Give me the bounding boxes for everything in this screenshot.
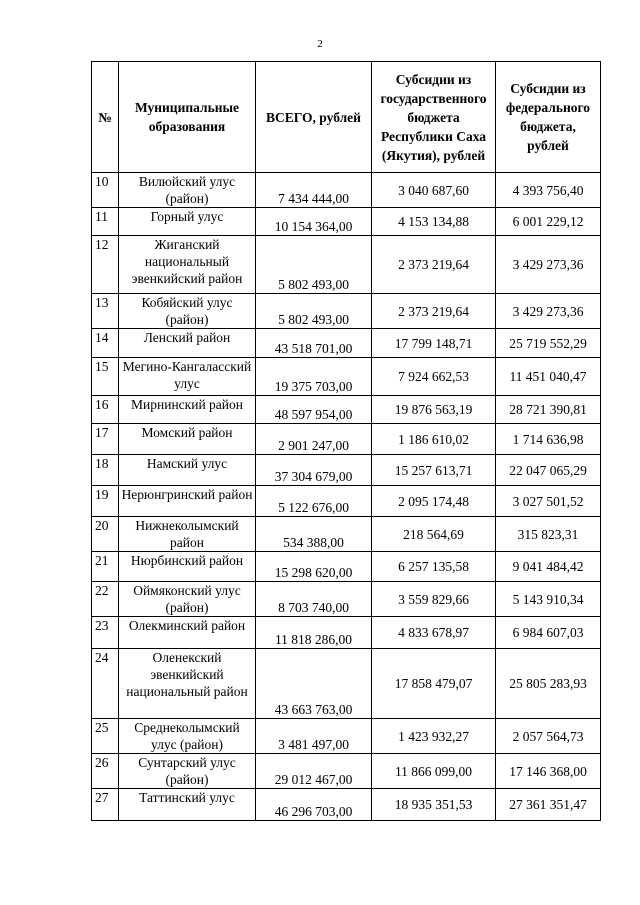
table-row xyxy=(92,719,601,754)
total-amount: 11 818 286,00 xyxy=(256,617,372,649)
row-number: 17 xyxy=(92,424,119,455)
total-amount: 46 296 703,00 xyxy=(256,789,372,821)
municipality-name: Кобяйский улус (район) xyxy=(119,294,256,329)
table-header-row xyxy=(92,62,601,173)
state-subsidy: 17 858 479,07 xyxy=(372,649,496,719)
row-number: 18 xyxy=(92,455,119,486)
municipality-name: Горный улус xyxy=(119,208,256,236)
row-number: 16 xyxy=(92,396,119,424)
subsidies-table xyxy=(91,61,601,821)
federal-subsidy: 25 719 552,29 xyxy=(496,329,601,358)
page-number: 2 xyxy=(317,38,323,50)
municipality-name: Намский улус xyxy=(119,455,256,486)
row-number: 11 xyxy=(92,208,119,236)
table-row xyxy=(92,582,601,617)
total-amount: 5 122 676,00 xyxy=(256,486,372,517)
state-subsidy: 4 153 134,88 xyxy=(372,208,496,236)
state-subsidy: 1 423 932,27 xyxy=(372,719,496,754)
federal-subsidy: 6 001 229,12 xyxy=(496,208,601,236)
state-subsidy: 3 040 687,60 xyxy=(372,173,496,208)
federal-subsidy: 27 361 351,47 xyxy=(496,789,601,821)
row-number: 21 xyxy=(92,552,119,582)
row-number: 27 xyxy=(92,789,119,821)
total-amount: 5 802 493,00 xyxy=(256,236,372,294)
table-row xyxy=(92,358,601,396)
header-municipality: Муниципальные образования xyxy=(119,62,256,173)
row-number: 26 xyxy=(92,754,119,789)
state-subsidy: 18 935 351,53 xyxy=(372,789,496,821)
state-subsidy: 6 257 135,58 xyxy=(372,552,496,582)
municipality-name: Жиганский национальный эвенкийский район xyxy=(119,236,256,294)
table-row xyxy=(92,208,601,236)
federal-subsidy: 3 429 273,36 xyxy=(496,236,601,294)
total-amount: 43 663 763,00 xyxy=(256,649,372,719)
federal-subsidy: 315 823,31 xyxy=(496,517,601,552)
table-row xyxy=(92,173,601,208)
total-amount: 15 298 620,00 xyxy=(256,552,372,582)
row-number: 25 xyxy=(92,719,119,754)
total-amount: 29 012 467,00 xyxy=(256,754,372,789)
state-subsidy: 4 833 678,97 xyxy=(372,617,496,649)
state-subsidy: 17 799 148,71 xyxy=(372,329,496,358)
federal-subsidy: 28 721 390,81 xyxy=(496,396,601,424)
table-row xyxy=(92,396,601,424)
federal-subsidy: 9 041 484,42 xyxy=(496,552,601,582)
municipality-name: Среднеколымский улус (район) xyxy=(119,719,256,754)
table-row xyxy=(92,329,601,358)
municipality-name: Оймяконский улус (район) xyxy=(119,582,256,617)
municipality-name: Таттинский улус xyxy=(119,789,256,821)
total-amount: 10 154 364,00 xyxy=(256,208,372,236)
state-subsidy: 2 095 174,48 xyxy=(372,486,496,517)
state-subsidy: 1 186 610,02 xyxy=(372,424,496,455)
federal-subsidy: 22 047 065,29 xyxy=(496,455,601,486)
row-number: 13 xyxy=(92,294,119,329)
table-row xyxy=(92,455,601,486)
municipality-name: Нижнеколымский район xyxy=(119,517,256,552)
table-row xyxy=(92,789,601,821)
municipality-name: Олекминский район xyxy=(119,617,256,649)
table-row xyxy=(92,517,601,552)
federal-subsidy: 4 393 756,40 xyxy=(496,173,601,208)
state-subsidy: 19 876 563,19 xyxy=(372,396,496,424)
municipality-name: Оленекский эвенкийский национальный район xyxy=(119,649,256,719)
total-amount: 48 597 954,00 xyxy=(256,396,372,424)
row-number: 22 xyxy=(92,582,119,617)
state-subsidy: 15 257 613,71 xyxy=(372,455,496,486)
table-row xyxy=(92,754,601,789)
federal-subsidy: 1 714 636,98 xyxy=(496,424,601,455)
total-amount: 3 481 497,00 xyxy=(256,719,372,754)
municipality-name: Мегино-Кангаласский улус xyxy=(119,358,256,396)
municipality-name: Сунтарский улус (район) xyxy=(119,754,256,789)
state-subsidy: 2 373 219,64 xyxy=(372,236,496,294)
municipality-name: Нерюнгринский район xyxy=(119,486,256,517)
header-total: ВСЕГО, рублей xyxy=(256,62,372,173)
federal-subsidy: 3 429 273,36 xyxy=(496,294,601,329)
table-row xyxy=(92,617,601,649)
total-amount: 5 802 493,00 xyxy=(256,294,372,329)
header-state-subsidy: Субсидии из государственного бюджета Республики Саха (Якутия), рублей xyxy=(372,62,496,173)
row-number: 10 xyxy=(92,173,119,208)
municipality-name: Вилюйский улус (район) xyxy=(119,173,256,208)
federal-subsidy: 5 143 910,34 xyxy=(496,582,601,617)
state-subsidy: 3 559 829,66 xyxy=(372,582,496,617)
row-number: 24 xyxy=(92,649,119,719)
row-number: 20 xyxy=(92,517,119,552)
total-amount: 7 434 444,00 xyxy=(256,173,372,208)
row-number: 23 xyxy=(92,617,119,649)
federal-subsidy: 17 146 368,00 xyxy=(496,754,601,789)
state-subsidy: 2 373 219,64 xyxy=(372,294,496,329)
table-row xyxy=(92,424,601,455)
state-subsidy: 218 564,69 xyxy=(372,517,496,552)
total-amount: 37 304 679,00 xyxy=(256,455,372,486)
federal-subsidy: 11 451 040,47 xyxy=(496,358,601,396)
table-row xyxy=(92,552,601,582)
table-row xyxy=(92,294,601,329)
state-subsidy: 11 866 099,00 xyxy=(372,754,496,789)
municipality-name: Момский район xyxy=(119,424,256,455)
federal-subsidy: 25 805 283,93 xyxy=(496,649,601,719)
row-number: 15 xyxy=(92,358,119,396)
municipality-name: Мирнинский район xyxy=(119,396,256,424)
total-amount: 2 901 247,00 xyxy=(256,424,372,455)
header-federal-subsidy: Субсидии из федерального бюджета, рублей xyxy=(496,62,601,173)
federal-subsidy: 6 984 607,03 xyxy=(496,617,601,649)
federal-subsidy: 2 057 564,73 xyxy=(496,719,601,754)
total-amount: 43 518 701,00 xyxy=(256,329,372,358)
federal-subsidy: 3 027 501,52 xyxy=(496,486,601,517)
state-subsidy: 7 924 662,53 xyxy=(372,358,496,396)
total-amount: 534 388,00 xyxy=(256,517,372,552)
header-num: № xyxy=(92,62,119,173)
table-row xyxy=(92,649,601,719)
total-amount: 8 703 740,00 xyxy=(256,582,372,617)
row-number: 14 xyxy=(92,329,119,358)
row-number: 12 xyxy=(92,236,119,294)
row-number: 19 xyxy=(92,486,119,517)
municipality-name: Ленский район xyxy=(119,329,256,358)
total-amount: 19 375 703,00 xyxy=(256,358,372,396)
municipality-name: Нюрбинский район xyxy=(119,552,256,582)
table-row xyxy=(92,236,601,294)
table-row xyxy=(92,486,601,517)
table-body xyxy=(92,173,601,821)
